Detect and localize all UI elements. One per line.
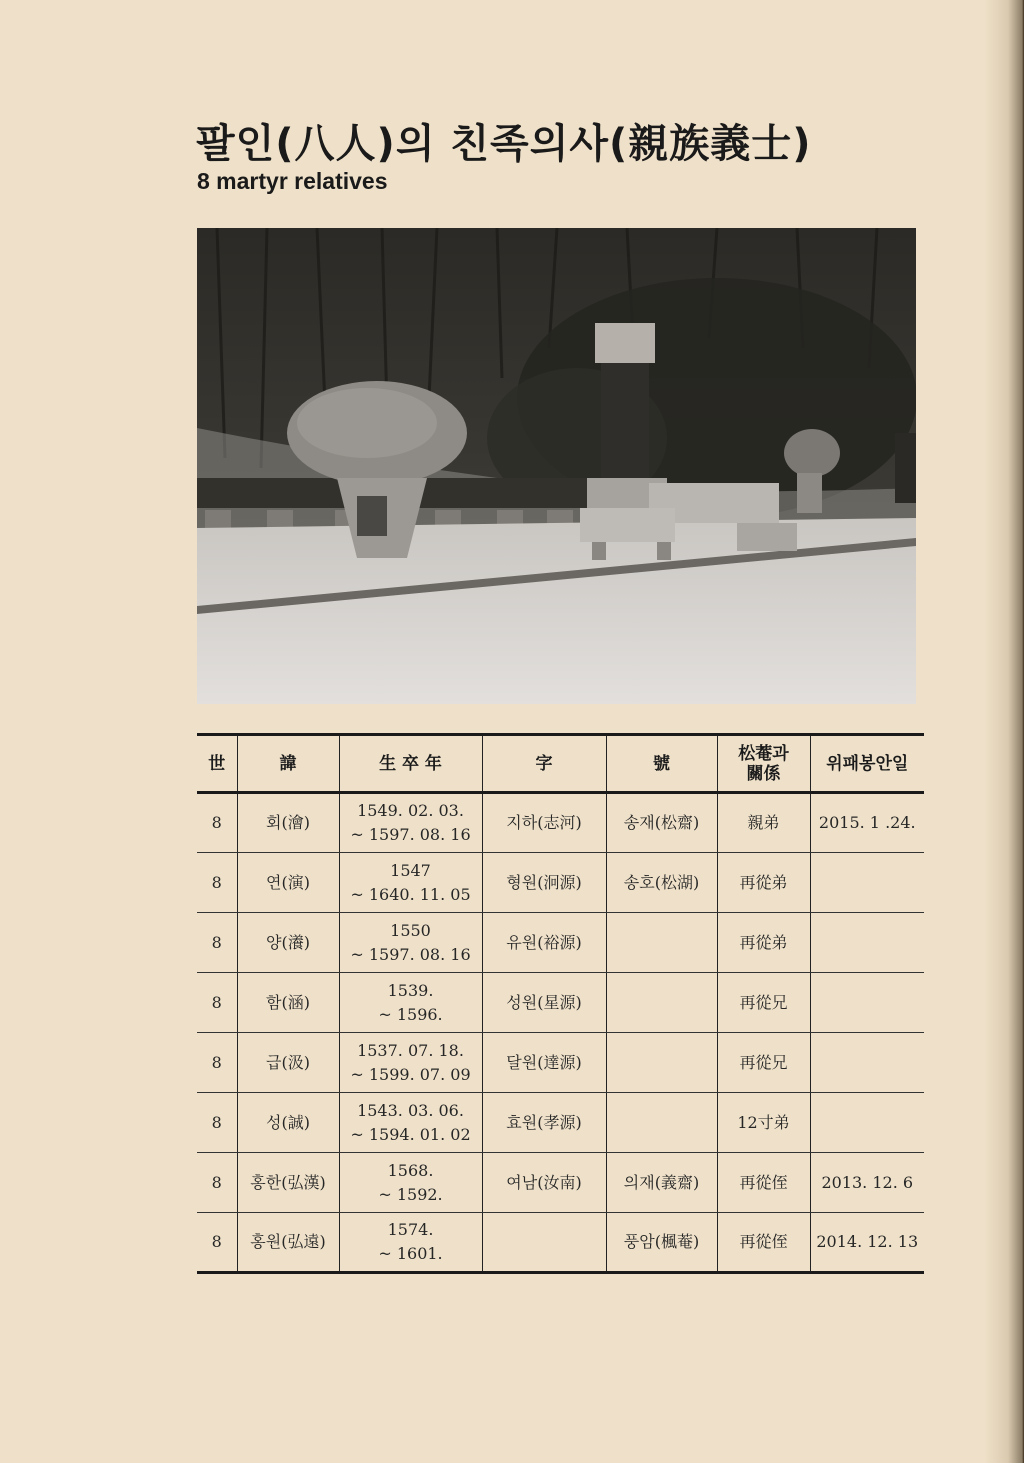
cell-generation: 8	[197, 913, 237, 973]
cell-name: 양(瀁)	[237, 913, 339, 973]
cell-name: 홍한(弘漢)	[237, 1153, 339, 1213]
cell-relation: 再從兄	[717, 1033, 810, 1093]
cell-name: 함(涵)	[237, 973, 339, 1033]
cell-name: 성(誠)	[237, 1093, 339, 1153]
cell-name: 홍원(弘遠)	[237, 1213, 339, 1273]
cell-enshrined-date	[810, 1033, 924, 1093]
cell-enshrined-date	[810, 913, 924, 973]
cell-birth-death: 1550 ~ 1597. 08. 16	[339, 913, 482, 973]
cell-courtesy-name: 성원(星源)	[482, 973, 606, 1033]
cell-relation: 再從兄	[717, 973, 810, 1033]
header-relation: 松菴과 關係	[717, 735, 810, 793]
cell-generation: 8	[197, 1093, 237, 1153]
cell-birth-death: 1549. 02. 03. ~ 1597. 08. 16	[339, 793, 482, 853]
header-pen-name: 號	[606, 735, 717, 793]
table-row	[197, 853, 924, 913]
cell-pen-name: 의재(義齋)	[606, 1153, 717, 1213]
cell-pen-name: 풍암(楓菴)	[606, 1213, 717, 1273]
cell-generation: 8	[197, 853, 237, 913]
cell-relation: 再從弟	[717, 853, 810, 913]
cell-relation: 再從弟	[717, 913, 810, 973]
header-generation: 世	[197, 735, 237, 793]
cell-enshrined-date	[810, 1093, 924, 1153]
cell-birth-death: 1539. ~ 1596.	[339, 973, 482, 1033]
table-row	[197, 913, 924, 973]
page-subtitle: 8 martyr relatives	[197, 168, 388, 194]
cell-birth-death: 1543. 03. 06. ~ 1594. 01. 02	[339, 1093, 482, 1153]
cell-courtesy-name: 형원(泂源)	[482, 853, 606, 913]
memorial-photo	[197, 228, 916, 704]
table-header-row	[197, 735, 924, 793]
header-enshrined-date: 위패봉안일	[810, 735, 924, 793]
cell-pen-name	[606, 973, 717, 1033]
cell-birth-death: 1547 ~ 1640. 11. 05	[339, 853, 482, 913]
cell-enshrined-date: 2014. 12. 13	[810, 1213, 924, 1273]
cell-relation: 再從侄	[717, 1213, 810, 1273]
cell-pen-name: 송재(松齋)	[606, 793, 717, 853]
cell-generation: 8	[197, 1033, 237, 1093]
cell-relation: 親弟	[717, 793, 810, 853]
cell-generation: 8	[197, 793, 237, 853]
page-title: 팔인(八人)의 친족의사(親族義士)	[196, 121, 812, 167]
cell-courtesy-name: 유원(裕源)	[482, 913, 606, 973]
cell-courtesy-name: 지하(志河)	[482, 793, 606, 853]
cell-birth-death: 1568. ~ 1592.	[339, 1153, 482, 1213]
cell-pen-name: 송호(松湖)	[606, 853, 717, 913]
cell-name: 회(澮)	[237, 793, 339, 853]
table-row	[197, 1153, 924, 1213]
cell-pen-name	[606, 1093, 717, 1153]
table-row	[197, 973, 924, 1033]
cell-courtesy-name: 달원(達源)	[482, 1033, 606, 1093]
table-row	[197, 1213, 924, 1273]
cell-name: 급(汲)	[237, 1033, 339, 1093]
table-row	[197, 1093, 924, 1153]
cell-generation: 8	[197, 973, 237, 1033]
cell-courtesy-name	[482, 1213, 606, 1273]
cell-generation: 8	[197, 1153, 237, 1213]
cell-enshrined-date	[810, 973, 924, 1033]
cell-generation: 8	[197, 1213, 237, 1273]
cell-relation: 12寸弟	[717, 1093, 810, 1153]
cell-pen-name	[606, 913, 717, 973]
cell-enshrined-date	[810, 853, 924, 913]
cell-courtesy-name: 효원(孝源)	[482, 1093, 606, 1153]
cell-birth-death: 1574. ~ 1601.	[339, 1213, 482, 1273]
cell-pen-name	[606, 1033, 717, 1093]
martyr-relatives-table	[197, 733, 924, 1274]
header-birth-death: 生 卒 年	[339, 735, 482, 793]
cell-birth-death: 1537. 07. 18. ~ 1599. 07. 09	[339, 1033, 482, 1093]
cell-name: 연(演)	[237, 853, 339, 913]
header-name: 諱	[237, 735, 339, 793]
cell-relation: 再從侄	[717, 1153, 810, 1213]
cell-enshrined-date: 2013. 12. 6	[810, 1153, 924, 1213]
cell-courtesy-name: 여남(汝南)	[482, 1153, 606, 1213]
cell-enshrined-date: 2015. 1 .24.	[810, 793, 924, 853]
header-courtesy-name: 字	[482, 735, 606, 793]
page-gutter-shadow	[984, 0, 1024, 1463]
table-row	[197, 793, 924, 853]
table-row	[197, 1033, 924, 1093]
